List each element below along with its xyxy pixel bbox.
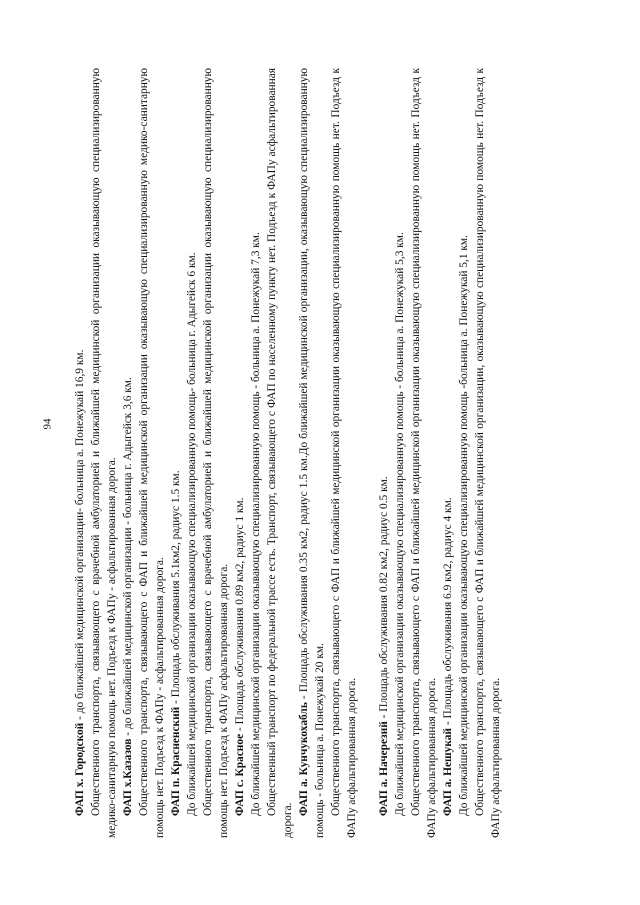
section-title: ФАП а. Начерезий	[378, 721, 390, 816]
section-title: ФАП а. Кунчукохабль	[298, 702, 310, 816]
section-title: ФАП п. Красненский	[170, 706, 182, 816]
section-neshukay-heading-line	[440, 68, 456, 838]
rotated-text-block	[72, 68, 582, 838]
paragraph: Общественного транспорта, связывающего с врачебной амбулаторией и ближайшей медицинской организации оказывающую специализированную помощь нет. Подъезд к ФАПу асфальтированная дорога.	[202, 68, 230, 838]
paragraph: До ближайшей медицинской организации оказывающую специализированную помощь - больница а. Понежукай 7,3 км.	[250, 232, 262, 816]
paragraph-gap	[360, 68, 376, 838]
section-text: - Площадь обслуживания 6.9 км2, радиус 4 км.	[442, 497, 454, 729]
paragraph: Общественного транспорта, связывающего с врачебной амбулаторией и ближайшей медицинской организации оказывающую специализированную медико-санитарную помощь нет. Подъезд к ФАПу - асфальтированная дорога.	[90, 68, 118, 838]
section-title: ФАП х. Городской	[74, 722, 86, 816]
section-krasnoe-heading-line	[232, 68, 248, 838]
section-text: - до ближайшей медицинской организации- больница а. Понежукай 16,9 км.	[74, 349, 86, 723]
paragraph: Общественного транспорта, связывающего с ФАП и ближайшей медицинской организации оказывающую специализированную помощь нет. Подъезд к ФАПу асфальтированная дорога.	[330, 68, 358, 838]
section-text: - Площадь обслуживания 5.1км2, радиус 1.5 км.	[170, 470, 182, 707]
section-title: ФАП с. Красное	[234, 733, 246, 816]
paragraph: Общественного транспорта, связывающего с ФАП и ближайшей медицинской организации оказывающую специализированную помощь нет. Подъезд к ФАПу асфальтированная дорога.	[410, 68, 438, 838]
paragraph: До ближайшей медицинской организации оказывающую специализированную помощь - больница а. Понежукай 5,3 км.	[394, 232, 406, 816]
section-nacherezy-heading-line	[376, 68, 392, 838]
section-krasnensky-heading-line	[168, 68, 184, 838]
section-title: ФАП а. Нешукай	[442, 728, 454, 816]
section-gorodskoy-heading-line	[72, 68, 88, 838]
section-text: - Площадь обслуживания 0.35 км2, радиус 1.5 км.До ближайшей медицинской организации, оказывающую специализированную помощь - больница а. Понежукай 20 км.	[298, 68, 326, 838]
section-text: - до ближайшей медицинской организации - больница г. Адыгейск 3,6 км.	[122, 377, 134, 739]
paragraph: До ближайшей медицинской организации оказывающую специализированную помощь- больница г. Адыгейск 6 км.	[186, 252, 198, 816]
paragraph: До ближайшей медицинской организации оказывающую специализированную помощь -больница а. Понежукай 5,1 км.	[458, 235, 470, 816]
section-kunchukokhabl-heading-line	[296, 68, 328, 838]
paragraph: Общественного транспорта, связывающего с ФАП и ближайшей медицинской организации, оказывающую специализированную помощь нет. Подъезд к ФАПу асфальтированная дорога.	[474, 68, 502, 838]
page-number: 94	[41, 418, 54, 430]
paragraph: Общественный транспорт по федеральной трассе есть. Транспорт, связывающего с ФАП по населенному пункту нет. Подъезд к ФАПу асфальтированная дорога.	[266, 68, 294, 838]
section-text: - Площадь обслуживания 0.82 км2, радиус 0.5 км.	[378, 476, 390, 722]
section-kazazov-heading-line	[120, 68, 136, 838]
paragraph: Общественного транспорта, связывающего с ФАП и ближайшей медицинской организации оказывающую специализированную медико-санитарную помощь нет. Подъезд к ФАПу - асфальтированная дорога.	[138, 68, 166, 838]
section-title: ФАП х.Казазов	[122, 738, 134, 816]
section-text: - Площадь обслуживания 0.89 км2, радиус 1 км.	[234, 497, 246, 734]
